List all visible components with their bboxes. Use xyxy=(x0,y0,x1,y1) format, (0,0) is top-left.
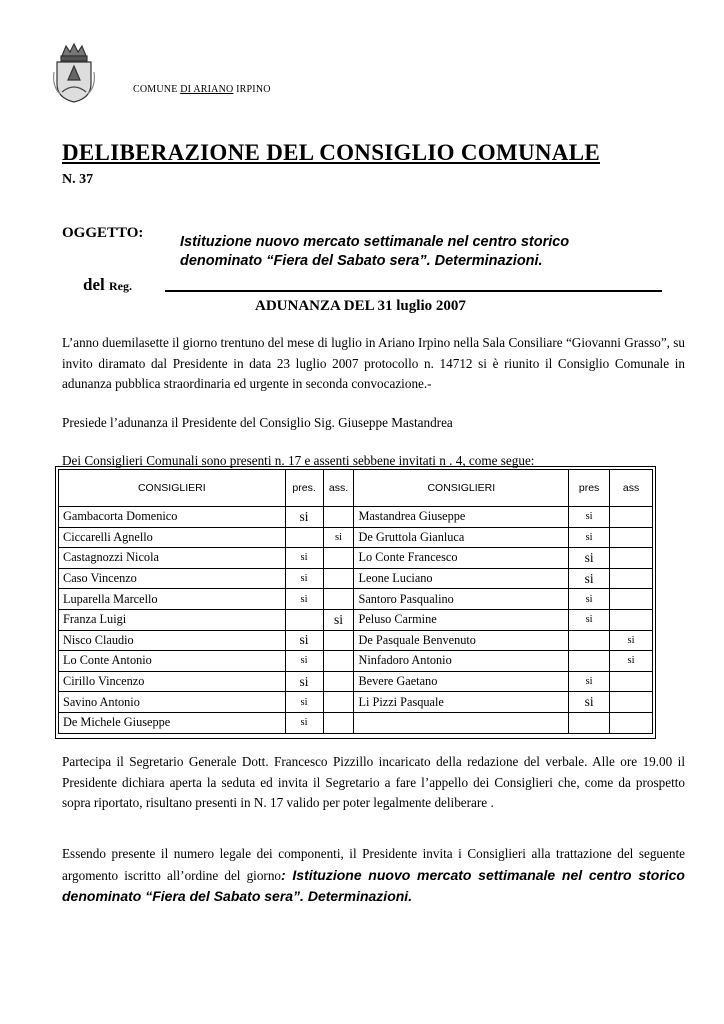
councillor-name-cell: Luparella Marcello xyxy=(59,589,286,610)
councillor-name-cell: Nisco Claudio xyxy=(59,630,286,651)
deliberation-number: N. 37 xyxy=(62,172,94,187)
attendance-mark-cell: si xyxy=(285,671,323,692)
attendance-mark-cell xyxy=(610,568,653,589)
attendance-mark-cell xyxy=(285,609,323,630)
councillor-name-cell: Caso Vincenzo xyxy=(59,568,286,589)
intro-paragraph: L’anno duemilasette il giorno trentuno del mese di luglio in Ariano Irpino nella Sala Consiliare “Giovanni Grasso”, su invito diramato dal Presidente in data 23 luglio 2007 protocollo n. 14712 si è riunito il Consiglio Comunale in adunanza pubblica straordinaria ed urgente in seconda convocazione.- xyxy=(62,335,685,391)
councillor-name-cell: Bevere Gaetano xyxy=(354,671,569,692)
attendance-mark-cell xyxy=(610,692,653,713)
attendance-mark-cell: si xyxy=(569,568,610,589)
attendance-mark-cell: si xyxy=(569,507,610,528)
attendance-mark-cell: si xyxy=(285,712,323,733)
attendance-mark-cell: si xyxy=(285,507,323,528)
column-header: ass xyxy=(610,470,653,507)
column-header: ass. xyxy=(323,470,354,507)
attendance-paragraph: Dei Consiglieri Comunali sono presenti n. 17 e assenti sebbene invitati n . 4, come segue: xyxy=(62,453,535,468)
secretary-paragraph: Partecipa il Segretario Generale Dott. Francesco Pizzillo incaricato della redazione del verbale. Alle ore 19.00 il Presidente dichiara aperta la seduta ed invita il Segretario a fare l’appello dei Consiglieri che, come da prospetto sopra riportato, risultano presenti in N. 17 valido per poter legalmente deliberare . xyxy=(62,754,685,810)
councillor-name-cell: Lo Conte Antonio xyxy=(59,651,286,672)
attendance-mark-cell: si xyxy=(323,527,354,548)
councillor-name-cell: Savino Antonio xyxy=(59,692,286,713)
attendance-mark-cell xyxy=(569,651,610,672)
attendance-mark-cell xyxy=(323,630,354,651)
councillor-name-cell: Franza Luigi xyxy=(59,609,286,630)
attendance-mark-cell: si xyxy=(285,692,323,713)
attendance-mark-cell xyxy=(323,589,354,610)
attendance-mark-cell xyxy=(610,527,653,548)
attendance-mark-cell xyxy=(323,651,354,672)
councillor-name-cell: De Michele Giuseppe xyxy=(59,712,286,733)
councillor-name-cell: Gambacorta Domenico xyxy=(59,507,286,528)
attendance-mark-cell: si xyxy=(285,651,323,672)
attendance-mark-cell xyxy=(610,712,653,733)
attendance-mark-cell: si xyxy=(569,527,610,548)
councillor-name-cell: Mastandrea Giuseppe xyxy=(354,507,569,528)
subject-label: OGGETTO: xyxy=(62,225,144,241)
subject-line: denominato “Fiera del Sabato sera”. Determinazioni. xyxy=(180,253,543,269)
councillor-name-cell: De Gruttola Gianluca xyxy=(354,527,569,548)
document-title: DELIBERAZIONE DEL CONSIGLIO COMUNALE xyxy=(62,140,600,165)
councillor-name-cell: Ciccarelli Agnello xyxy=(59,527,286,548)
councillor-name-cell: Castagnozzi Nicola xyxy=(59,548,286,569)
table-row xyxy=(59,507,653,528)
attendance-mark-cell xyxy=(610,671,653,692)
attendance-mark-cell: si xyxy=(610,651,653,672)
table-row xyxy=(59,548,653,569)
attendance-mark-cell xyxy=(610,548,653,569)
table-row xyxy=(59,671,653,692)
councillor-name-cell: Lo Conte Francesco xyxy=(354,548,569,569)
attendance-mark-cell: si xyxy=(569,589,610,610)
councillor-name-cell: De Pasquale Benvenuto xyxy=(354,630,569,651)
attendance-mark-cell: si xyxy=(569,548,610,569)
councillor-name-cell: Cirillo Vincenzo xyxy=(59,671,286,692)
councillor-name-cell: Li Pizzi Pasquale xyxy=(354,692,569,713)
subject-text xyxy=(180,233,660,271)
councillor-name-cell xyxy=(354,712,569,733)
councillor-name-cell: Leone Luciano xyxy=(354,568,569,589)
attendance-mark-cell: si xyxy=(610,630,653,651)
table-row xyxy=(59,692,653,713)
table-row xyxy=(59,527,653,548)
attendance-mark-cell: si xyxy=(285,630,323,651)
attendance-mark-cell xyxy=(323,671,354,692)
attendance-mark-cell: si xyxy=(323,609,354,630)
attendance-mark-cell xyxy=(610,507,653,528)
attendance-mark-cell xyxy=(610,589,653,610)
column-header: CONSIGLIERI xyxy=(59,470,286,507)
councillor-name-cell: Ninfadoro Antonio xyxy=(354,651,569,672)
table-row xyxy=(59,630,653,651)
attendance-mark-cell: si xyxy=(569,692,610,713)
councillor-name-cell: Santoro Pasqualino xyxy=(354,589,569,610)
attendance-mark-cell: si xyxy=(285,589,323,610)
table-row xyxy=(59,609,653,630)
municipality-header: COMUNE DI ARIANO IRPINO xyxy=(133,84,271,95)
register-line xyxy=(165,290,662,292)
attendance-mark-cell xyxy=(323,507,354,528)
subject-line: Istituzione nuovo mercato settimanale nel centro storico xyxy=(180,234,570,250)
coat-of-arms-icon xyxy=(52,42,96,104)
attendance-mark-cell: si xyxy=(569,609,610,630)
attendance-mark-cell: si xyxy=(285,548,323,569)
attendance-mark-cell xyxy=(569,630,610,651)
table-row xyxy=(59,589,653,610)
attendance-mark-cell: si xyxy=(285,568,323,589)
table-header-row xyxy=(59,470,653,507)
attendance-mark-cell xyxy=(285,527,323,548)
column-header: CONSIGLIERI xyxy=(354,470,569,507)
meeting-date: ADUNANZA DEL 31 luglio 2007 xyxy=(255,298,466,314)
attendance-mark-cell xyxy=(569,712,610,733)
attendance-mark-cell xyxy=(323,712,354,733)
attendance-mark-cell xyxy=(323,548,354,569)
column-header: pres xyxy=(569,470,610,507)
councillor-name-cell: Peluso Carmine xyxy=(354,609,569,630)
table-row xyxy=(59,712,653,733)
attendance-mark-cell xyxy=(323,692,354,713)
register-label: del Reg. xyxy=(83,275,132,294)
attendance-mark-cell: si xyxy=(569,671,610,692)
table-row xyxy=(59,651,653,672)
attendance-mark-cell xyxy=(610,609,653,630)
attendance-table-frame xyxy=(55,466,656,739)
column-header: pres. xyxy=(285,470,323,507)
attendance-mark-cell xyxy=(323,568,354,589)
president-paragraph: Presiede l’adunanza il Presidente del Consiglio Sig. Giuseppe Mastandrea xyxy=(62,415,453,430)
attendance-table xyxy=(58,469,653,734)
table-row xyxy=(59,568,653,589)
agenda-paragraph: Essendo presente il numero legale dei componenti, il Presidente invita i Consiglieri alla trattazione del seguente argomento iscritto all’ordine del giorno: Istituzione nuovo mercato settimanale nel centro storico denominato “Fiera del Sabato sera”. Determinazioni. xyxy=(62,846,685,904)
